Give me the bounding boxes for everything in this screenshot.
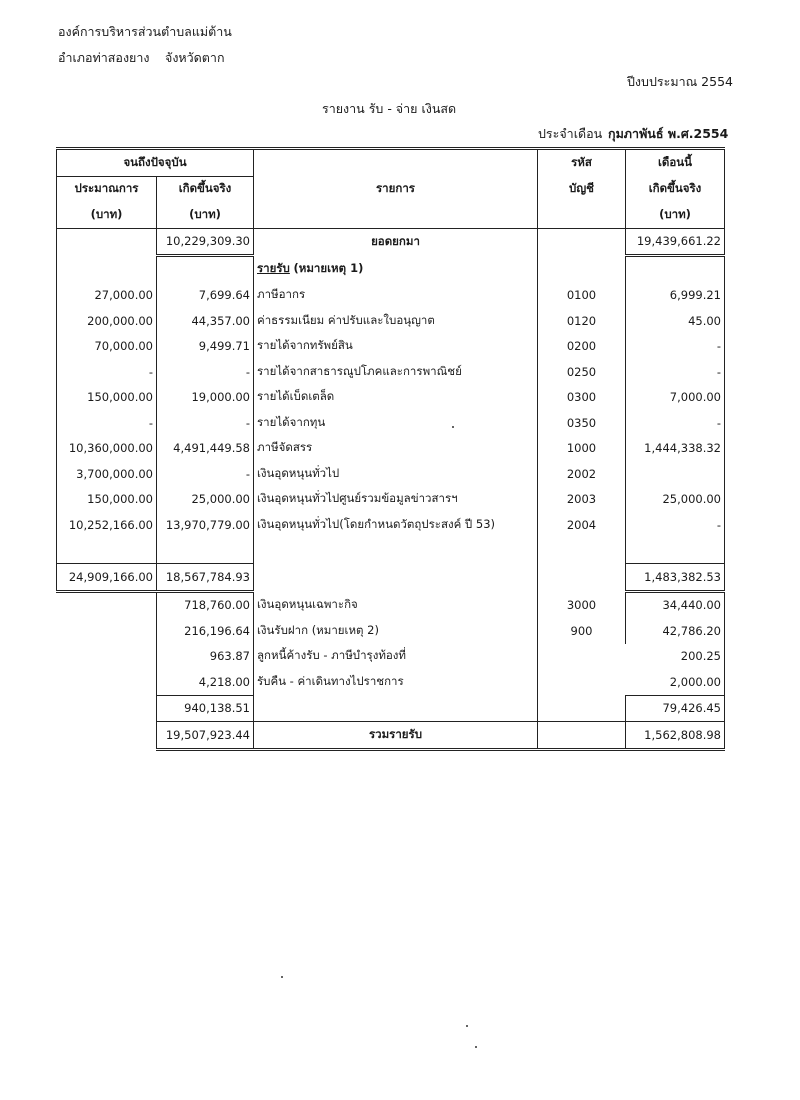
row-actual: 25,000.00 <box>157 487 254 513</box>
code-header-2: บัญชี <box>538 176 626 202</box>
row-item: รายได้จากสาธารณูปโภคและการพาณิชย์ <box>254 359 538 385</box>
row-item: รับคืน - ค่าเดินทางไปราชการ <box>254 669 538 695</box>
actual-header: เกิดขึ้นจริง <box>157 176 254 202</box>
table-row <box>57 669 725 695</box>
brought-forward-label: ยอดยกมา <box>254 228 538 256</box>
income-heading-row <box>57 256 725 283</box>
income-heading: รายรับ <box>257 261 290 275</box>
row-actual: 7,699.64 <box>157 283 254 309</box>
table-row <box>57 512 725 538</box>
brought-forward-row <box>57 228 725 256</box>
row-actual: - <box>157 461 254 487</box>
row-budget: 27,000.00 <box>57 283 157 309</box>
row-item: ค่าธรรมเนียม ค่าปรับและใบอนุญาต <box>254 308 538 334</box>
to-date-header: จนถึงปัจจุบัน <box>57 149 254 177</box>
scan-speck <box>475 1046 477 1048</box>
code-header-1: รหัส <box>538 149 626 177</box>
row-actual: 9,499.71 <box>157 334 254 360</box>
table-row <box>57 618 725 644</box>
row-month <box>626 461 725 487</box>
row-code: 1000 <box>538 436 626 462</box>
grand-total-actual: 19,507,923.44 <box>157 722 254 750</box>
income-subtotal-month: 1,483,382.53 <box>626 564 725 592</box>
row-code: 3000 <box>538 591 626 618</box>
table-row <box>57 334 725 360</box>
row-actual: 4,491,449.58 <box>157 436 254 462</box>
row-item: ภาษีจัดสรร <box>254 436 538 462</box>
row-actual: 718,760.00 <box>157 591 254 618</box>
table-row <box>57 591 725 618</box>
row-month: 25,000.00 <box>626 487 725 513</box>
row-actual: 19,000.00 <box>157 385 254 411</box>
table-row <box>57 436 725 462</box>
row-actual: 4,218.00 <box>157 669 254 695</box>
grand-total-row <box>57 722 725 750</box>
row-code: 0350 <box>538 410 626 436</box>
other-subtotal-row <box>57 695 725 722</box>
other-subtotal-month: 79,426.45 <box>626 695 725 722</box>
table-row <box>57 359 725 385</box>
row-item: เงินรับฝาก (หมายเหตุ 2) <box>254 618 538 644</box>
row-item: เงินอุดหนุนเฉพาะกิจ <box>254 591 538 618</box>
budget-unit: (บาท) <box>57 202 157 228</box>
row-item: เงินอุดหนุนทั่วไป <box>254 461 538 487</box>
header-row-2 <box>57 176 725 202</box>
grand-total-month: 1,562,808.98 <box>626 722 725 750</box>
row-actual: 963.87 <box>157 644 254 670</box>
period-label: ประจำเดือน <box>538 126 603 141</box>
row-actual: 13,970,779.00 <box>157 512 254 538</box>
row-budget: 70,000.00 <box>57 334 157 360</box>
row-code: 2003 <box>538 487 626 513</box>
row-budget: 150,000.00 <box>57 487 157 513</box>
income-subtotal-budget: 24,909,166.00 <box>57 564 157 592</box>
row-budget: 200,000.00 <box>57 308 157 334</box>
row-code: 0300 <box>538 385 626 411</box>
actual-unit: (บาท) <box>157 202 254 228</box>
income-subtotal-actual: 18,567,784.93 <box>157 564 254 592</box>
header-row-1 <box>57 149 725 177</box>
row-actual: 216,196.64 <box>157 618 254 644</box>
fiscal-year: ปีงบประมาณ 2554 <box>627 74 733 89</box>
row-month: 6,999.21 <box>626 283 725 309</box>
row-item: เงินอุดหนุนทั่วไป(โดยกำหนดวัตถุประสงค์ ปี 53) <box>254 512 538 538</box>
row-item: รายได้เบ็ดเตล็ด <box>254 385 538 411</box>
row-month: 34,440.00 <box>626 591 725 618</box>
header-row-3 <box>57 202 725 228</box>
row-month: 200.25 <box>626 644 725 670</box>
month-unit: (บาท) <box>626 202 725 228</box>
row-budget: - <box>57 359 157 385</box>
row-budget: 10,360,000.00 <box>57 436 157 462</box>
table-row <box>57 410 725 436</box>
row-month: - <box>626 359 725 385</box>
scan-speck <box>466 1025 468 1027</box>
row-month: 7,000.00 <box>626 385 725 411</box>
report-title: รายงาน รับ - จ่าย เงินสด <box>322 101 457 116</box>
row-month: - <box>626 512 725 538</box>
row-code: 900 <box>538 618 626 644</box>
row-actual: - <box>157 359 254 385</box>
row-actual: 44,357.00 <box>157 308 254 334</box>
income-subtotal-row <box>57 564 725 592</box>
row-month: 2,000.00 <box>626 669 725 695</box>
row-budget: - <box>57 410 157 436</box>
month-actual-header: เกิดขึ้นจริง <box>626 176 725 202</box>
period-month: กุมภาพันธ์ พ.ศ.2554 <box>608 126 729 141</box>
row-code <box>538 644 626 670</box>
row-code: 2004 <box>538 512 626 538</box>
income-note: (หมายเหตุ 1) <box>293 261 364 275</box>
grand-total-label: รวมรายรับ <box>254 722 538 750</box>
other-subtotal-actual: 940,138.51 <box>157 695 254 722</box>
row-month: 42,786.20 <box>626 618 725 644</box>
row-month: - <box>626 334 725 360</box>
row-item: เงินอุดหนุนทั่วไปศูนย์รวมข้อมูลข่าวสารฯ <box>254 487 538 513</box>
row-code: 0250 <box>538 359 626 385</box>
row-month: 1,444,338.32 <box>626 436 725 462</box>
row-code: 0120 <box>538 308 626 334</box>
row-budget: 150,000.00 <box>57 385 157 411</box>
row-item: ภาษีอากร <box>254 283 538 309</box>
month-header: เดือนนี้ <box>626 149 725 177</box>
scan-speck <box>452 426 454 428</box>
table-row <box>57 308 725 334</box>
row-code: 0200 <box>538 334 626 360</box>
brought-forward-actual: 10,229,309.30 <box>157 228 254 256</box>
row-actual: - <box>157 410 254 436</box>
budget-header: ประมาณการ <box>57 176 157 202</box>
province-name: จังหวัดตาก <box>165 50 225 65</box>
row-month: 45.00 <box>626 308 725 334</box>
row-budget: 10,252,166.00 <box>57 512 157 538</box>
row-budget: 3,700,000.00 <box>57 461 157 487</box>
row-item: รายได้จากทรัพย์สิน <box>254 334 538 360</box>
district-name: อำเภอท่าสองยาง <box>58 50 150 65</box>
cash-report-table <box>56 147 725 751</box>
row-code: 0100 <box>538 283 626 309</box>
brought-forward-month: 19,439,661.22 <box>626 228 725 256</box>
row-item: รายได้จากทุน <box>254 410 538 436</box>
table-row <box>57 283 725 309</box>
scan-speck <box>281 976 283 978</box>
row-code <box>538 669 626 695</box>
spacer-row <box>57 538 725 564</box>
item-header: รายการ <box>254 176 538 202</box>
table-row <box>57 461 725 487</box>
row-item: ลูกหนี้ค้างรับ - ภาษีบำรุงท้องที่ <box>254 644 538 670</box>
table-row <box>57 385 725 411</box>
row-code: 2002 <box>538 461 626 487</box>
org-name: องค์การบริหารส่วนตำบลแม่ต้าน <box>58 24 232 39</box>
row-month: - <box>626 410 725 436</box>
table-row <box>57 487 725 513</box>
table-row <box>57 644 725 670</box>
